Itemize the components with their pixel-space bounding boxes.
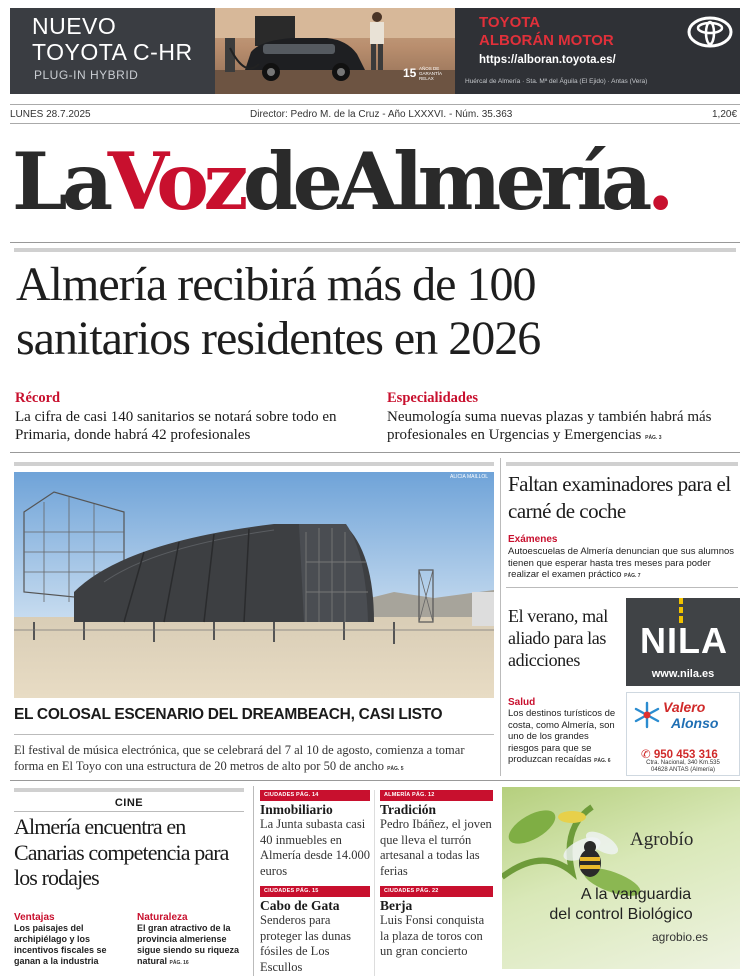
brief-3-bar: CIUDADES PÁG. 15 <box>260 886 370 897</box>
brief-1-bar: CIUDADES PÁG. 14 <box>260 790 370 801</box>
warranty-badge-number: 15 <box>403 66 417 80</box>
ad-model-line2: TOYOTA C-HR <box>32 39 193 65</box>
nila-brand: NILA <box>640 620 728 661</box>
brief-3-title[interactable]: Cabo de Gata <box>260 898 340 913</box>
stage-photo-icon <box>14 472 494 698</box>
brief-2-title[interactable]: Tradición <box>380 802 437 817</box>
dreambeach-page: PÁG. 5 <box>387 766 404 772</box>
agrobio-brand: Agrobío <box>630 829 694 850</box>
logo-almeria: Almería <box>337 135 647 228</box>
ad-model-line3: PLUG-IN HYBRID <box>34 68 139 82</box>
dealer-url[interactable]: https://alboran.toyota.es/ <box>479 54 616 66</box>
cine-right-category: Naturaleza <box>137 912 188 923</box>
examiners-page: PÁG. 7 <box>624 573 641 579</box>
dreambeach-body: El festival de música electrónica, que se celebrará del 7 al 10 de agosto, comienza a tomar forma en El Toyo con una estructura de 20 metros de alto por 50 de ancho <box>14 743 465 773</box>
summer-body: Los destinos turísticos de costa, como Almería, son uno de los grandes riesgos para que se produzcan recaídas <box>508 708 616 765</box>
cine-right-body: El gran atractivo de la provincia almeriense sigue siendo su riqueza natural <box>137 923 240 966</box>
car-icon <box>215 8 455 94</box>
brief-4-text[interactable]: Luis Fonsi conquista la plaza de toros con un gran concierto <box>380 913 485 958</box>
brief-3-text[interactable]: Senderos para proteger las dunas fósiles de Los Escullos <box>260 913 351 974</box>
dreambeach-headline[interactable]: EL COLOSAL ESCENARIO DEL DREAMBEACH, CASI LISTO <box>14 706 443 723</box>
valero-alonso-ad[interactable] <box>626 692 740 776</box>
logo-voz: Voz <box>107 135 243 228</box>
dreambeach-photo[interactable] <box>14 472 494 698</box>
logo-de: de <box>242 135 338 228</box>
cine-left-category: Ventajas <box>14 912 55 923</box>
lead-right-text[interactable] <box>387 408 739 447</box>
phone-icon: ✆ <box>641 749 651 761</box>
dealer-locations: Huércal de Almería · Sta. Mª del Águila (El Ejido) · Antas (Vera) <box>465 78 648 85</box>
lead-headline-line1: Almería recibirá más de 100 <box>16 258 536 311</box>
lead-left-category: Récord <box>15 390 61 406</box>
toyota-ad-banner[interactable] <box>10 8 740 94</box>
summer-text[interactable] <box>508 708 620 768</box>
cine-section-label: CINE <box>114 797 144 809</box>
cine-right-page: PÁG. 16 <box>169 960 189 966</box>
warranty-badge-text: AÑOS DE GARANTÍA RELAX <box>419 66 442 81</box>
nila-url[interactable]: www.nila.es <box>651 668 715 680</box>
agrobio-ad[interactable] <box>502 787 740 969</box>
nila-ad[interactable] <box>626 598 740 686</box>
toyota-logo-icon <box>687 16 733 48</box>
dealer-line2: ALBORÁN MOTOR <box>479 32 614 49</box>
ad-model-line1: NUEVO <box>32 13 117 39</box>
summer-page: PÁG. 6 <box>594 758 611 764</box>
valero-brand1: Valero <box>663 699 706 715</box>
brief-1-text[interactable]: La Junta subasta casi 40 inmuebles en Almería desde 14.000 euros <box>260 817 371 878</box>
summer-headline[interactable]: El verano, mal aliado para las adicciones <box>508 606 608 670</box>
valero-phone[interactable] <box>641 747 718 761</box>
lead-headline[interactable] <box>16 258 746 366</box>
brief-2-bar: ALMERÍA PÁG. 12 <box>380 790 493 801</box>
valero-address <box>627 760 739 774</box>
car-photo <box>215 8 455 94</box>
lead-right-page: PÁG. 3 <box>645 435 662 441</box>
newspaper-logo[interactable] <box>12 132 669 232</box>
cine-headline[interactable]: Almería encuentra en Canarias competencia para los rodajes <box>14 814 229 890</box>
cine-left-text[interactable]: Los paisajes del archipiélago y los incentivos fiscales se ganan a la industria <box>14 923 107 966</box>
cine-right-text[interactable] <box>137 923 251 969</box>
lead-left-text[interactable]: La cifra de casi 140 sanitarios se notará sobre todo en Primaria, donde habrá 42 profesionales <box>15 409 337 443</box>
valero-phone-number: 950 453 316 <box>653 749 718 761</box>
agrobio-url[interactable]: agrobio.es <box>652 930 709 944</box>
examiners-headline[interactable]: Faltan examinadores para el carné de coche <box>508 472 731 523</box>
logo-la: La <box>12 135 108 228</box>
dreambeach-text[interactable] <box>14 742 496 777</box>
examiners-body: Autoescuelas de Almería denuncian que sus alumnos tienen que esperar hasta tres meses para poder realizar el examen práctico <box>508 546 735 580</box>
summer-category: Salud <box>508 697 536 708</box>
examiners-category: Exámenes <box>508 534 558 545</box>
issue-director: Director: Pedro M. de la Cruz - Año LXXXVI. - Núm. 35.363 <box>250 109 513 120</box>
brief-4-bar: CIUDADES PÁG. 22 <box>380 886 493 897</box>
issue-date: LUNES 28.7.2025 <box>10 109 91 120</box>
dealer-line1: TOYOTA <box>479 14 541 31</box>
lead-right-category: Especialidades <box>387 390 479 406</box>
agrobio-slogan <box>502 885 740 925</box>
brief-4-title[interactable]: Berja <box>380 898 413 913</box>
examiners-text[interactable] <box>508 546 740 583</box>
logo-dot: . <box>646 135 669 228</box>
photo-credit: ALICIA MAILLOL <box>450 474 489 480</box>
brief-2-text[interactable]: Pedro Ibáñez, el joven que lleva el turrón artesanal a todas las ferias <box>380 817 492 878</box>
brief-1-title[interactable]: Inmobiliario <box>260 802 333 817</box>
agrobio-slogan1: A la vanguardia <box>580 886 692 903</box>
valero-address1: Ctra. Nacional, 340 Km.535 <box>646 760 720 766</box>
lead-right-body: Neumología suma nuevas plazas y también habrá más profesionales en Urgencias y Emergencias <box>387 409 712 443</box>
issue-price: 1,20€ <box>712 109 738 120</box>
snowflake-icon <box>633 701 661 729</box>
valero-address2: 04628 ANTAS (Almería) <box>651 767 715 773</box>
lead-headline-line2: sanitarios residentes en 2026 <box>16 312 541 365</box>
agrobio-slogan2: del control Biológico <box>549 906 693 923</box>
valero-brand2: Alonso <box>671 715 719 731</box>
